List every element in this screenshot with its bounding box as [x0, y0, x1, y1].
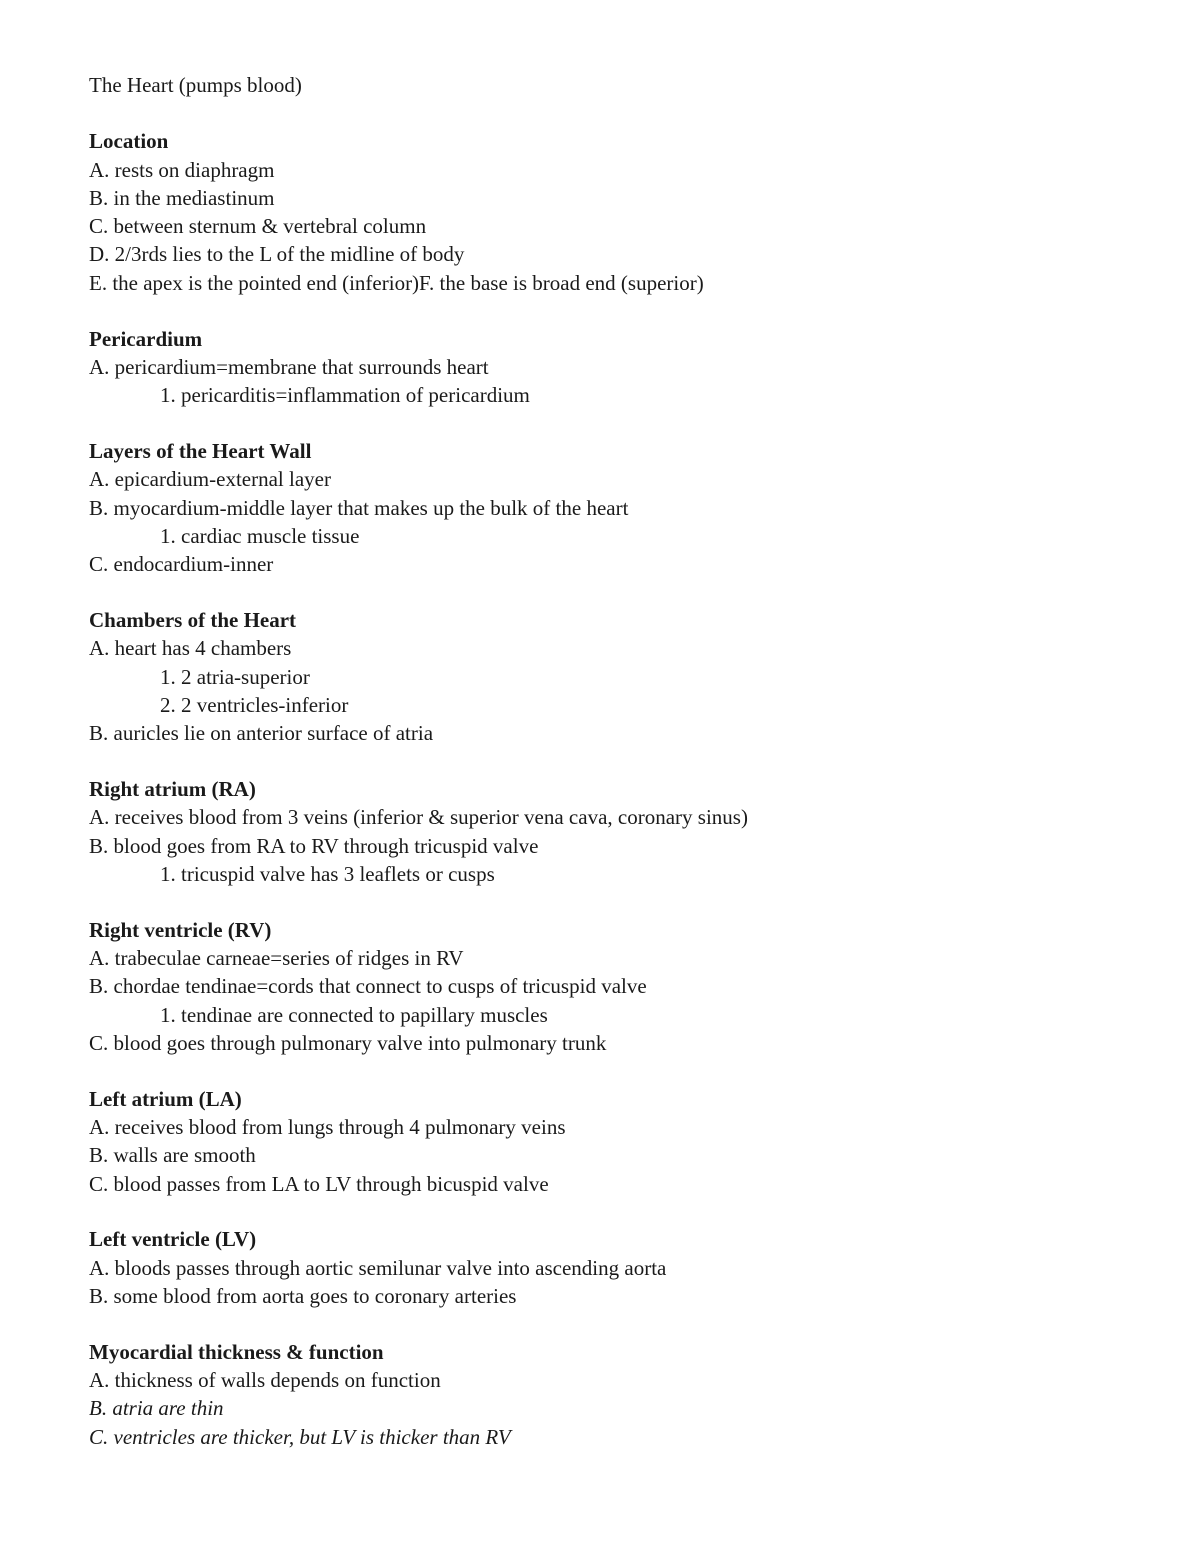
- section-left-atrium: [89, 1085, 1149, 1198]
- list-item: C. endocardium-inner: [89, 552, 274, 577]
- section-heading: Right ventricle (RV): [89, 917, 272, 942]
- section-heading: Right atrium (RA): [89, 776, 256, 801]
- list-item: B. chordae tendinae=cords that connect to cusps of tricuspid valve: [89, 974, 647, 999]
- sub-list-item: 2. 2 ventricles-inferior: [160, 692, 349, 717]
- list-item: A. bloods passes through aortic semilunar valve into ascending aorta: [89, 1255, 667, 1280]
- section-heading: Left ventricle (LV): [89, 1227, 257, 1252]
- list-item: C. between sternum & vertebral column: [89, 214, 427, 239]
- section-heading: Myocardial thickness & function: [89, 1339, 384, 1364]
- list-item: B. auricles lie on anterior surface of atria: [89, 721, 434, 746]
- list-item: B. walls are smooth: [89, 1143, 256, 1168]
- sub-list-item: 1. tendinae are connected to papillary muscles: [160, 1002, 548, 1027]
- section-heading: Pericardium: [89, 326, 203, 351]
- section-right-ventricle: [89, 916, 1149, 1057]
- list-item: B. in the mediastinum: [89, 185, 275, 210]
- section-heading: Left atrium (LA): [89, 1086, 242, 1111]
- list-item: B. myocardium-middle layer that makes up the bulk of the heart: [89, 495, 629, 520]
- sub-list-item: 1. cardiac muscle tissue: [160, 523, 360, 548]
- section-right-atrium: [89, 775, 1149, 888]
- section-heading: Location: [89, 129, 169, 154]
- section-myocardial-thickness: [89, 1338, 1149, 1451]
- sub-list-item: 1. pericarditis=inflammation of pericardium: [160, 383, 530, 408]
- list-item: A. receives blood from 3 veins (inferior & superior vena cava, coronary sinus): [89, 805, 748, 830]
- document-page: [89, 71, 1149, 1478]
- section-left-ventricle: [89, 1225, 1149, 1310]
- list-item: A. heart has 4 chambers: [89, 636, 292, 661]
- list-item: A. thickness of walls depends on function: [89, 1367, 441, 1392]
- section-chambers: [89, 606, 1149, 747]
- section-heading: Chambers of the Heart: [89, 607, 297, 632]
- list-item: A. pericardium=membrane that surrounds heart: [89, 354, 489, 379]
- section-pericardium: [89, 325, 1149, 410]
- list-item: E. the apex is the pointed end (inferior)F. the base is broad end (superior): [89, 270, 704, 295]
- section-layers: [89, 437, 1149, 578]
- list-item: B. some blood from aorta goes to coronary arteries: [89, 1283, 517, 1308]
- list-item: C. ventricles are thicker, but LV is thicker than RV: [89, 1424, 511, 1449]
- list-item: A. epicardium-external layer: [89, 467, 331, 492]
- list-item: A. receives blood from lungs through 4 pulmonary veins: [89, 1114, 566, 1139]
- list-item: A. trabeculae carneae=series of ridges in RV: [89, 945, 464, 970]
- section-location: [89, 127, 1149, 297]
- section-heading: Layers of the Heart Wall: [89, 438, 312, 463]
- list-item: B. blood goes from RA to RV through tricuspid valve: [89, 833, 539, 858]
- list-item: C. blood goes through pulmonary valve into pulmonary trunk: [89, 1030, 607, 1055]
- sub-list-item: 1. 2 atria-superior: [160, 664, 310, 689]
- list-item: A. rests on diaphragm: [89, 157, 275, 182]
- list-item: D. 2/3rds lies to the L of the midline of body: [89, 242, 465, 267]
- document-title: The Heart (pumps blood): [89, 73, 302, 97]
- list-item: C. blood passes from LA to LV through bicuspid valve: [89, 1171, 549, 1196]
- sub-list-item: 1. tricuspid valve has 3 leaflets or cusps: [160, 861, 495, 886]
- list-item: B. atria are thin: [89, 1396, 224, 1421]
